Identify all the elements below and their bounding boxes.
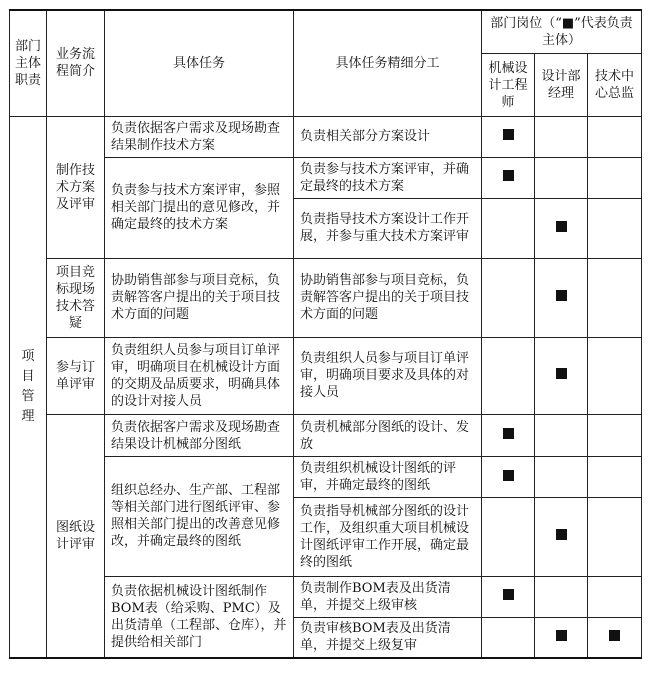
mark-cell: [588, 415, 642, 457]
mark-cell: [588, 576, 642, 617]
mark-cell: [482, 337, 535, 415]
task-cell: 负责依据机械设计图纸制作BOM表（给采购、PMC）及出货清单（工程部、仓库），并提供给相关部门: [105, 576, 294, 658]
mark-cell: [482, 617, 535, 658]
header-task: 具体任务: [105, 10, 294, 116]
detail-cell: 负责指导机械部分图纸的设计工作，及组织重大项目机械设计图纸评审工作开展，确定最终的图纸: [294, 497, 482, 576]
responsible-mark-icon: [503, 129, 514, 140]
mark-cell: [482, 497, 535, 576]
mark-cell: [588, 337, 642, 415]
detail-cell: 负责审核BOM表及出货清单，并提交上级复审: [294, 617, 482, 658]
detail-cell: 负责相关部分方案设计: [294, 116, 482, 157]
header-role-engineer: 机械设计工程师: [482, 54, 535, 116]
flow-cell: 项目竞标现场技术答疑: [47, 258, 105, 337]
responsible-mark-icon: [503, 428, 514, 439]
responsible-mark-icon: [503, 170, 514, 181]
header-dept: 部门主体职责: [10, 10, 47, 116]
mark-cell: [535, 576, 588, 617]
header-role-director: 技术中心总监: [588, 54, 642, 116]
mark-cell: [588, 198, 642, 258]
mark-cell: [588, 157, 642, 198]
detail-cell: 负责机械部分图纸的设计、发放: [294, 415, 482, 457]
mark-cell: [588, 617, 642, 658]
header-roles-group: 部门岗位（“■”代表负责主体）: [482, 10, 642, 54]
mark-cell: [482, 157, 535, 198]
dept-cell: [10, 116, 47, 658]
header-flow: 业务流程简介: [47, 10, 105, 116]
dept-label: 项目管理: [21, 348, 35, 424]
mark-cell: [535, 415, 588, 457]
detail-cell: 负责指导技术方案设计工作开展，并参与重大技术方案评审: [294, 198, 482, 258]
flow-cell: 参与订单评审: [47, 337, 105, 415]
responsible-mark-icon: [503, 470, 514, 481]
mark-cell: [535, 258, 588, 337]
responsible-mark-icon: [556, 368, 567, 379]
detail-cell: 负责组织机械设计图纸的评审，并确定最终的图纸: [294, 457, 482, 498]
task-cell: 协助销售部参与项目竞标，负责解答客户提出的关于项目技术方面的问题: [105, 258, 294, 337]
mark-cell: [482, 415, 535, 457]
responsible-mark-icon: [556, 221, 567, 232]
mark-cell: [482, 258, 535, 337]
header-role-manager: 设计部经理: [535, 54, 588, 116]
responsible-mark-icon: [556, 529, 567, 540]
mark-cell: [535, 116, 588, 157]
detail-cell: 负责参与技术方案评审，并确定最终的技术方案: [294, 157, 482, 198]
detail-cell: 负责组织人员参与项目订单评审，明确项目要求及具体的对接人员: [294, 337, 482, 415]
flow-cell: 图纸设计评审: [47, 415, 105, 658]
flow-cell: 制作技术方案及评审: [47, 116, 105, 258]
responsible-mark-icon: [503, 589, 514, 600]
task-cell: 组织总经办、生产部、工程部等相关部门进行图纸评审、参照相关部门提出的改善意见修改，并确定最终的图纸: [105, 457, 294, 577]
responsible-mark-icon: [556, 290, 567, 301]
mark-cell: [588, 258, 642, 337]
task-cell: 负责依据客户需求及现场勘查结果制作技术方案: [105, 116, 294, 157]
responsibility-table: [9, 9, 642, 659]
responsible-mark-icon: [609, 630, 620, 641]
task-cell: 负责参与技术方案评审，参照相关部门提出的意见修改，并确定最终的技术方案: [105, 157, 294, 258]
mark-cell: [482, 116, 535, 157]
detail-cell: 协助销售部参与项目竞标，负责解答客户提出的关于项目技术方面的问题: [294, 258, 482, 337]
task-cell: 负责依据客户需求及现场勘查结果设计机械部分图纸: [105, 415, 294, 457]
mark-cell: [535, 497, 588, 576]
task-cell: 负责组织人员参与项目订单评审，明确项目在机械设计方面的交期及品质要求，明确具体的设计对接人员: [105, 337, 294, 415]
mark-cell: [482, 198, 535, 258]
mark-cell: [588, 457, 642, 498]
mark-cell: [535, 157, 588, 198]
mark-cell: [482, 457, 535, 498]
detail-cell: 负责制作BOM表及出货清单，并提交上级审核: [294, 576, 482, 617]
mark-cell: [482, 576, 535, 617]
mark-cell: [535, 337, 588, 415]
mark-cell: [588, 497, 642, 576]
mark-cell: [588, 116, 642, 157]
mark-cell: [535, 617, 588, 658]
mark-cell: [535, 198, 588, 258]
header-detail: 具体任务精细分工: [294, 10, 482, 116]
responsible-mark-icon: [556, 630, 567, 641]
mark-cell: [535, 457, 588, 498]
